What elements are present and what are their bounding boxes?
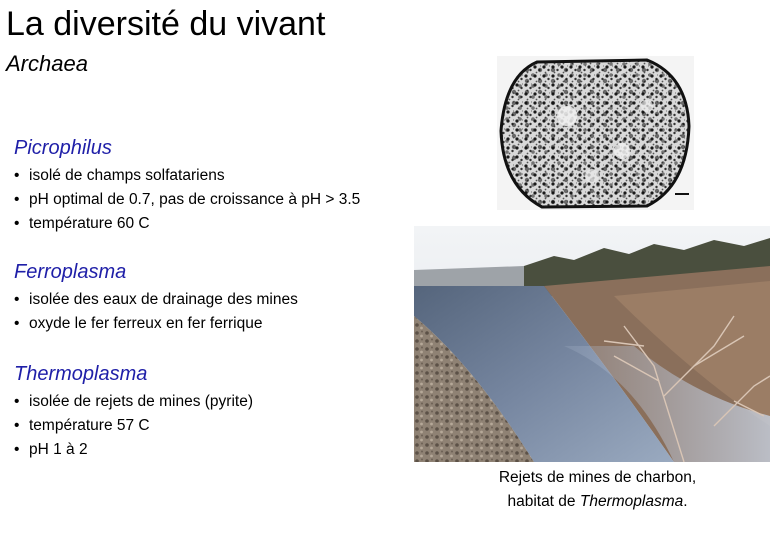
- caption-suffix: .: [683, 493, 688, 510]
- bullet-item: • oxyde le fer ferreux en fer ferrique: [14, 312, 298, 336]
- picrophilus-micrograph-image: [497, 56, 694, 210]
- slide-subtitle: Archaea: [6, 51, 88, 76]
- section-thermoplasma: [14, 362, 253, 462]
- photo-caption: [470, 466, 725, 514]
- bullet-list: [14, 288, 298, 336]
- slide-title: La diversité du vivant: [6, 5, 326, 43]
- bullet-item: • température 57 C: [14, 414, 253, 438]
- bullet-item: • isolée de rejets de mines (pyrite): [14, 390, 253, 414]
- bullet-item: • isolée des eaux de drainage des mines: [14, 288, 298, 312]
- caption-genus: Thermoplasma: [579, 493, 684, 510]
- bullet-item: • isolé de champs solfatariens: [14, 164, 360, 188]
- bullet-item: • pH optimal de 0.7, pas de croissance à pH > 3.5: [14, 188, 360, 212]
- section-ferroplasma: [14, 260, 298, 336]
- caption-line-1: Rejets de mines de charbon,: [498, 469, 697, 486]
- section-picrophilus: [14, 136, 360, 236]
- caption-line-2: [470, 490, 725, 514]
- caption-prefix: habitat de: [507, 493, 580, 510]
- section-heading: Ferroplasma: [14, 261, 127, 283]
- bullet-list: [14, 390, 253, 462]
- bullet-list: [14, 164, 360, 236]
- mine-waste-photo-image: [414, 226, 770, 462]
- section-heading: Thermoplasma: [14, 363, 148, 385]
- bullet-item: • température 60 C: [14, 212, 360, 236]
- section-heading: Picrophilus: [14, 137, 112, 159]
- bullet-item: • pH 1 à 2: [14, 438, 253, 462]
